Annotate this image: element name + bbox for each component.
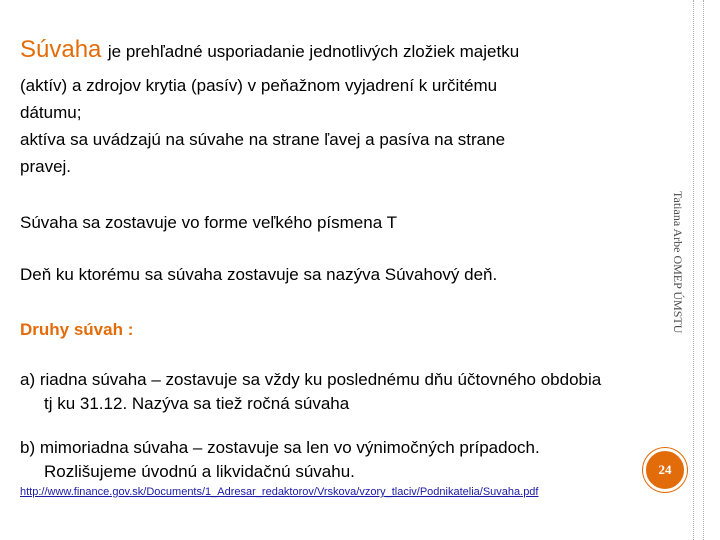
list-item-line: Rozlišujeme úvodnú a likvidačnú súvahu. — [44, 462, 355, 481]
definition-line: dátumu; — [20, 103, 82, 122]
source-link[interactable]: http://www.finance.gov.sk/Documents/1_Adresar_redaktorov/Vrskova/vzory_tlaciv/Podnikatelia/Suvaha.pdf — [20, 486, 539, 498]
list-item-extraordinary — [20, 436, 540, 484]
side-caption: Tatiana Arbe OMEP ÚMSTU — [671, 191, 685, 334]
title-word: Súvaha — [20, 36, 102, 63]
page-number-badge — [643, 448, 687, 492]
balance-day-statement: Deň ku ktorému sa súvaha zostavuje sa nazýva Súvahový deň. — [20, 265, 498, 284]
form-statement: Súvaha sa zostavuje vo forme veľkého písmena T — [20, 213, 397, 232]
border-line-left — [693, 0, 694, 540]
border-line-right — [703, 0, 704, 540]
list-item-line: b) mimoriadna súvaha – zostavuje sa len vo výnimočných prípadoch. — [20, 438, 540, 457]
types-subheading: Druhy súvah : — [20, 320, 134, 339]
list-item-line: tj ku 31.12. Nazýva sa tiež ročná súvaha — [44, 394, 350, 413]
definition-line: (aktív) a zdrojov krytia (pasív) v peňažnom vyjadrení k určitému — [20, 76, 498, 95]
page-number: 24 — [658, 462, 672, 477]
definition-line: aktíva sa uvádzajú na súvahe na strane ľavej a pasíva na strane — [20, 130, 506, 149]
definition-paragraph — [20, 72, 580, 180]
definition-line: pravej. — [20, 157, 72, 176]
list-item-line: a) riadna súvaha – zostavuje sa vždy ku poslednému dňu účtovného obdobia — [20, 370, 602, 389]
list-item-regular — [20, 368, 601, 416]
title-line — [20, 36, 519, 64]
title-rest: je prehľadné usporiadanie jednotlivých zložiek majetku — [107, 42, 520, 61]
